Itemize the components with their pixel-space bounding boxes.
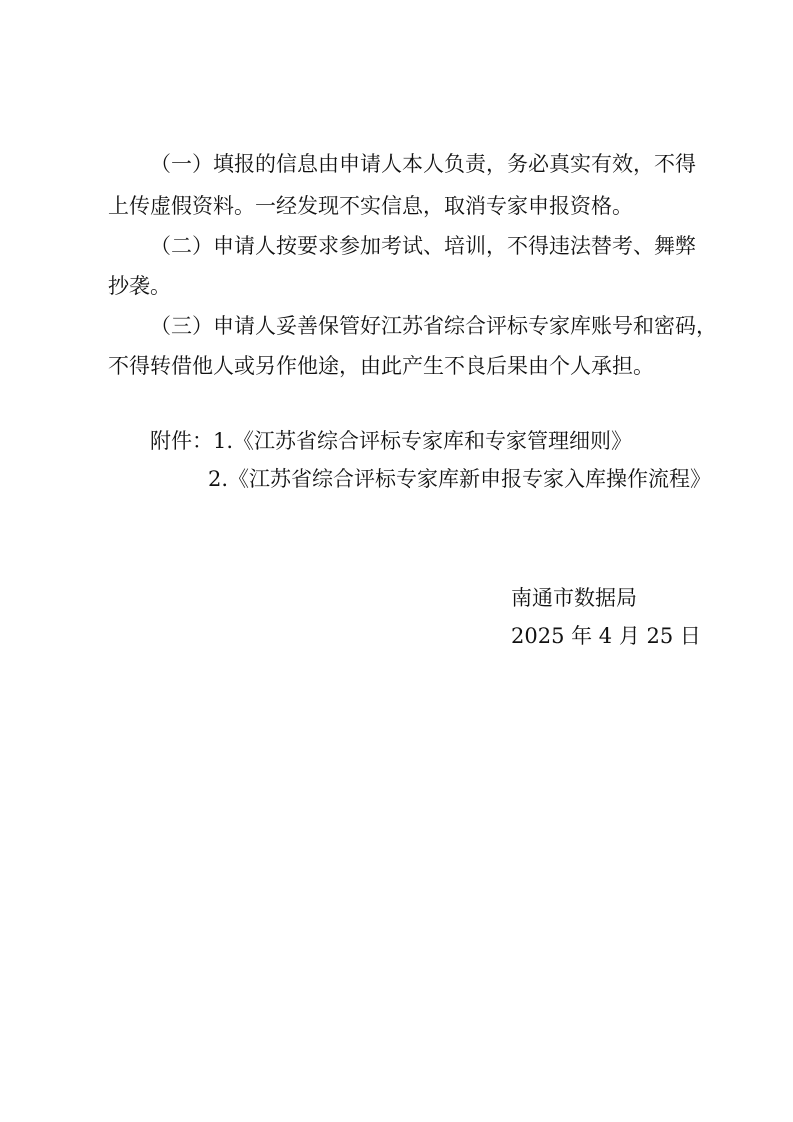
- attachment-line-2: 2.《江苏省综合评标专家库新申报专家入库操作流程》: [208, 467, 712, 491]
- paragraph-3-line-1: （三）申请人妥善保管好江苏省综合评标专家库账号和密码，: [150, 314, 717, 338]
- paragraph-2-line-2: 抄袭。: [108, 274, 171, 298]
- signature-date: 2025 年 4 月 25 日: [511, 624, 701, 648]
- attachment-line-1: 附件：1.《江苏省综合评标专家库和专家管理细则》: [150, 429, 633, 453]
- paragraph-3-line-2: 不得转借他人或另作他途，由此产生不良后果由个人承担。: [108, 354, 654, 378]
- paragraph-1-line-1: （一）填报的信息由申请人本人负责，务必真实有效，不得: [150, 152, 696, 176]
- paragraph-2-line-1: （二）申请人按要求参加考试、培训，不得违法替考、舞弊: [150, 234, 696, 258]
- paragraph-1-line-2: 上传虚假资料。一经发现不实信息，取消专家申报资格。: [108, 194, 633, 218]
- signature-organization: 南通市数据局: [511, 586, 637, 610]
